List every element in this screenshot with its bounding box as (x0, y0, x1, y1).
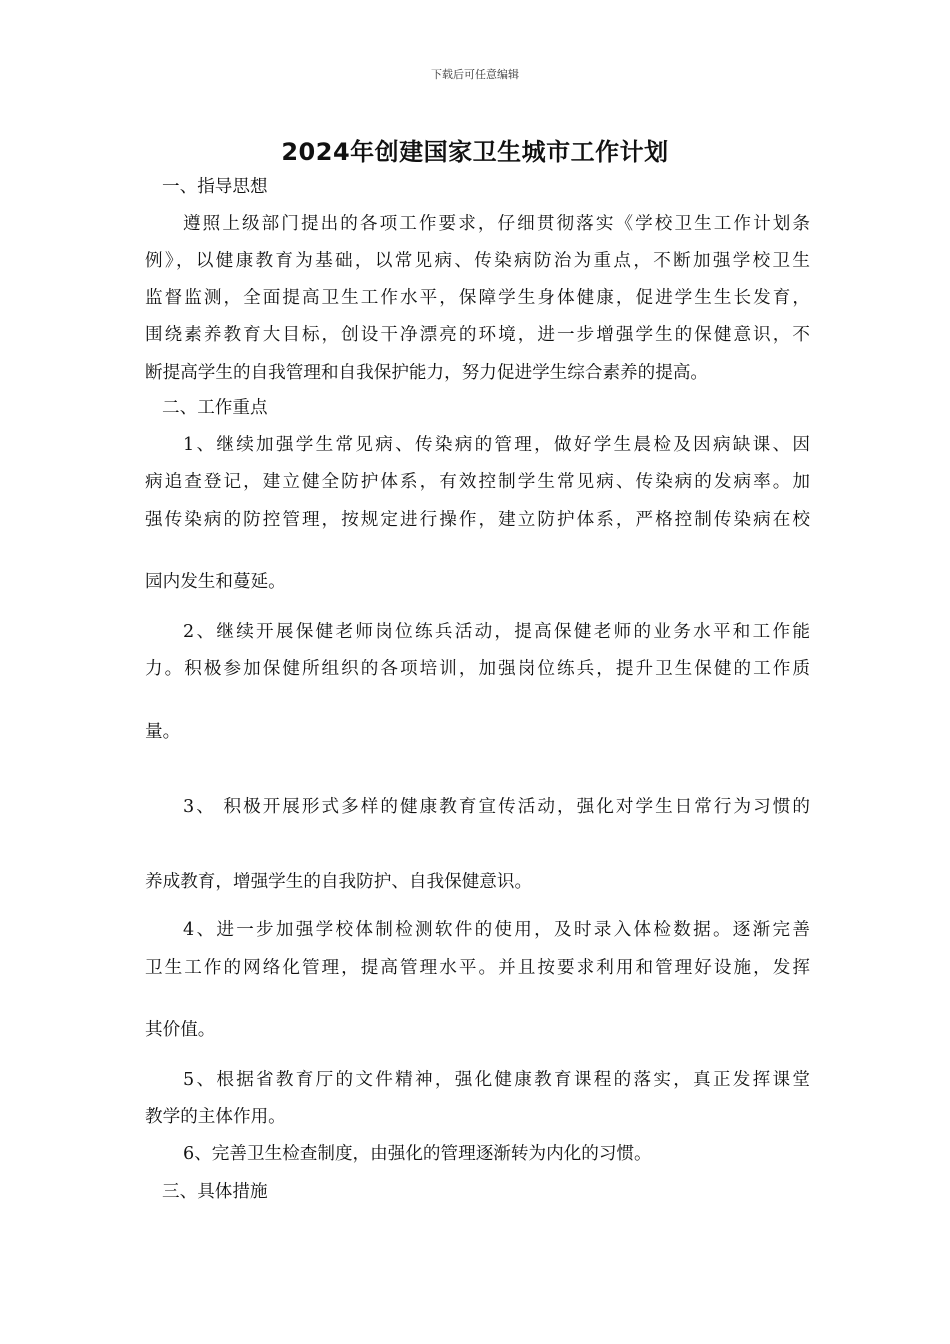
item-1-line: 1、继续加强学生常见病、传染病的管理，做好学生晨检及因病缺课、因 (183, 435, 810, 455)
item-4-line: 卫生工作的网络化管理，提高管理水平。并且按要求利用和管理好设施，发挥 (145, 958, 810, 978)
item-6-line: 6、完善卫生检查制度，由强化的管理逐渐转为内化的习惯。 (183, 1144, 652, 1164)
document-title: 2024年创建国家卫生城市工作计划 (281, 138, 669, 166)
item-1-line: 强传染病的防控管理，按规定进行操作，建立防护体系，严格控制传染病在校 (145, 510, 810, 530)
item-4-line: 4、进一步加强学校体制检测软件的使用，及时录入体检数据。逐渐完善 (183, 920, 810, 940)
paragraph-line: 遵照上级部门提出的各项工作要求，仔细贯彻落实《学校卫生工作计划条 (183, 214, 810, 234)
section-heading-specific-measures: 三、具体措施 (162, 1182, 268, 1202)
paragraph-line: 例》，以健康教育为基础，以常见病、传染病防治为重点，不断加强学校卫生 (145, 251, 810, 271)
section-heading-work-focus: 二、工作重点 (162, 398, 268, 418)
item-2-line: 力。积极参加保健所组织的各项培训，加强岗位练兵，提升卫生保健的工作质 (145, 659, 810, 679)
item-5-line: 5、根据省教育厅的文件精神，强化健康教育课程的落实，真正发挥课堂 (183, 1070, 810, 1090)
item-2-line: 2、继续开展保健老师岗位练兵活动，提高保健老师的业务水平和工作能 (183, 622, 810, 642)
header-note: 下载后可任意编辑 (431, 68, 519, 81)
item-3-line: 3、 积极开展形式多样的健康教育宣传活动，强化对学生日常行为习惯的 (183, 797, 810, 817)
section-heading-guiding-ideology: 一、指导思想 (162, 177, 268, 197)
item-3-line: 养成教育，增强学生的自我防护、自我保健意识。 (145, 872, 533, 892)
paragraph-line: 围绕素养教育大目标，创设干净漂亮的环境，进一步增强学生的保健意识，不 (145, 325, 810, 345)
item-5-line: 教学的主体作用。 (145, 1107, 286, 1127)
paragraph-line: 断提高学生的自我管理和自我保护能力，努力促进学生综合素养的提高。 (145, 363, 709, 383)
item-1-line: 病追查登记，建立健全防护体系，有效控制学生常见病、传染病的发病率。加 (145, 472, 810, 492)
item-2-line: 量。 (145, 722, 181, 742)
item-4-line: 其价值。 (145, 1020, 216, 1040)
item-1-line: 园内发生和蔓延。 (145, 572, 286, 592)
paragraph-line: 监督监测，全面提高卫生工作水平，保障学生身体健康，促进学生生长发育， (145, 288, 810, 308)
